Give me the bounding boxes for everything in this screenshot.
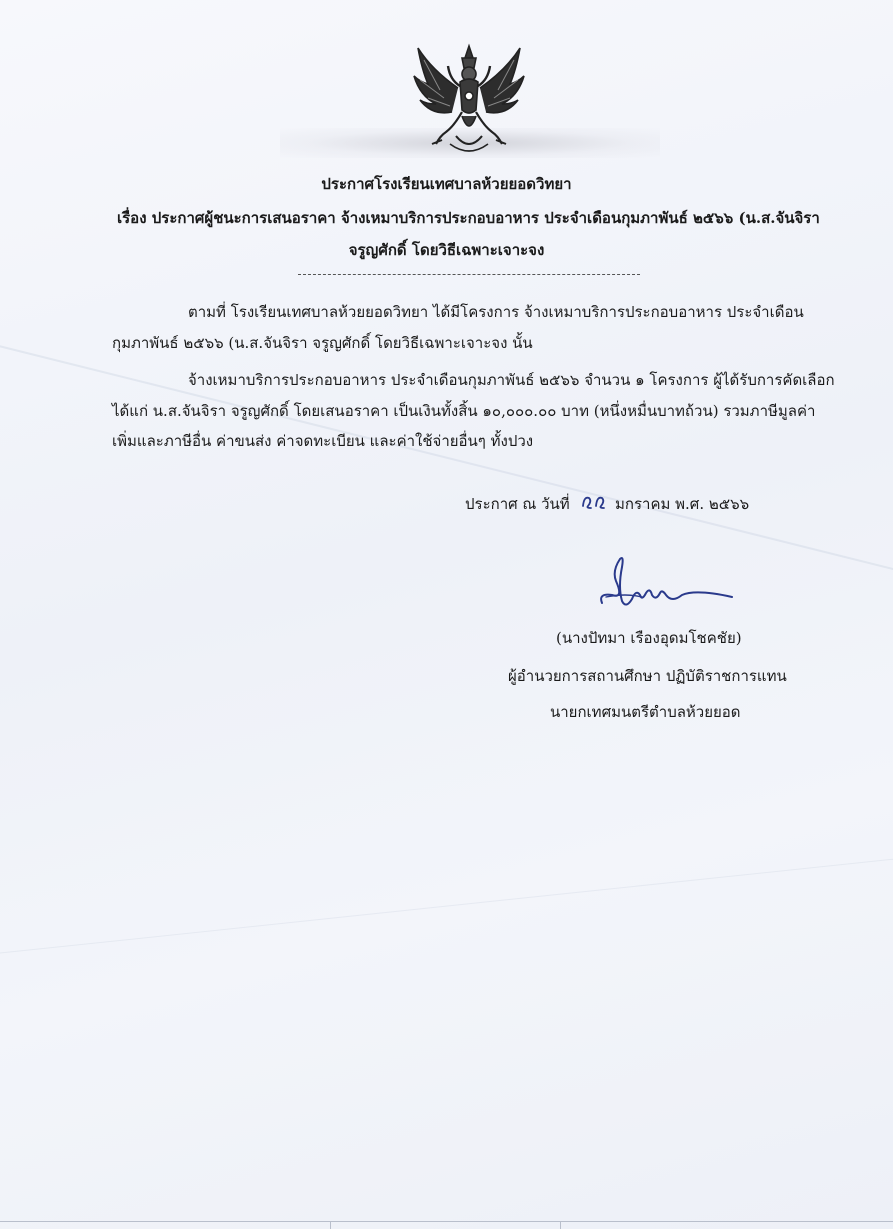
subject-line-2: จรูญศักดิ์ โดยวิธีเฉพาะเจาะจง	[348, 241, 545, 259]
dateline-suffix: มกราคม พ.ศ. ๒๕๖๖	[615, 495, 750, 513]
paper-fold-line	[0, 837, 893, 963]
subject-line-1: เรื่อง ประกาศผู้ชนะการเสนอราคา จ้างเหมาบริการประกอบอาหาร ประจำเดือนกุมภาพันธ์ ๒๕๖๖ (น.ส.จันจิรา	[117, 209, 820, 227]
header-divider	[298, 274, 640, 275]
scan-edge-tick	[330, 1221, 331, 1229]
signatory-position-2: นายกเทศมนตรีตำบลห้วยยอด	[550, 703, 741, 721]
signatory-name: (นางปัทมา เรืองอุดมโชคชัย)	[556, 629, 742, 647]
body-paragraph-2-line-2: ได้แก่ น.ส.จันจิรา จรูญศักดิ์ โดยเสนอราคา เป็นเงินทั้งสิ้น ๑๐,๐๐๐.๐๐ บาท (หนึ่งหมื่นบาทถ้วน) รวมภาษีมูลค่า	[112, 402, 816, 420]
body-paragraph-1-line-1: ตามที่ โรงเรียนเทศบาลห้วยยอดวิทยา ได้มีโครงการ จ้างเหมาบริการประกอบอาหาร ประจำเดือน	[188, 303, 804, 321]
signatory-position-1: ผู้อำนวยการสถานศึกษา ปฏิบัติราชการแทน	[508, 667, 787, 685]
paper-fold-line	[0, 325, 893, 617]
garuda-emblem-icon	[410, 40, 528, 158]
body-paragraph-2-line-1: จ้างเหมาบริการประกอบอาหาร ประจำเดือนกุมภาพันธ์ ๒๕๖๖ จำนวน ๑ โครงการ ผู้ได้รับการคัดเลือก	[188, 371, 835, 389]
body-paragraph-2-line-3: เพิ่มและภาษีอื่น ค่าขนส่ง ค่าจดทะเบียน และค่าใช้จ่ายอื่นๆ ทั้งปวง	[112, 432, 534, 450]
dateline-prefix: ประกาศ ณ วันที่	[465, 495, 570, 513]
handwritten-day-icon	[580, 490, 610, 512]
scan-edge-tick	[560, 1221, 561, 1229]
handwritten-signature-icon	[596, 553, 736, 615]
announcement-title: ประกาศโรงเรียนเทศบาลห้วยยอดวิทยา	[321, 175, 572, 193]
body-paragraph-1-line-2: กุมภาพันธ์ ๒๕๖๖ (น.ส.จันจิรา จรูญศักดิ์ โดยวิธีเฉพาะเจาะจง นั้น	[112, 334, 533, 352]
scan-bottom-edge	[0, 1221, 893, 1222]
